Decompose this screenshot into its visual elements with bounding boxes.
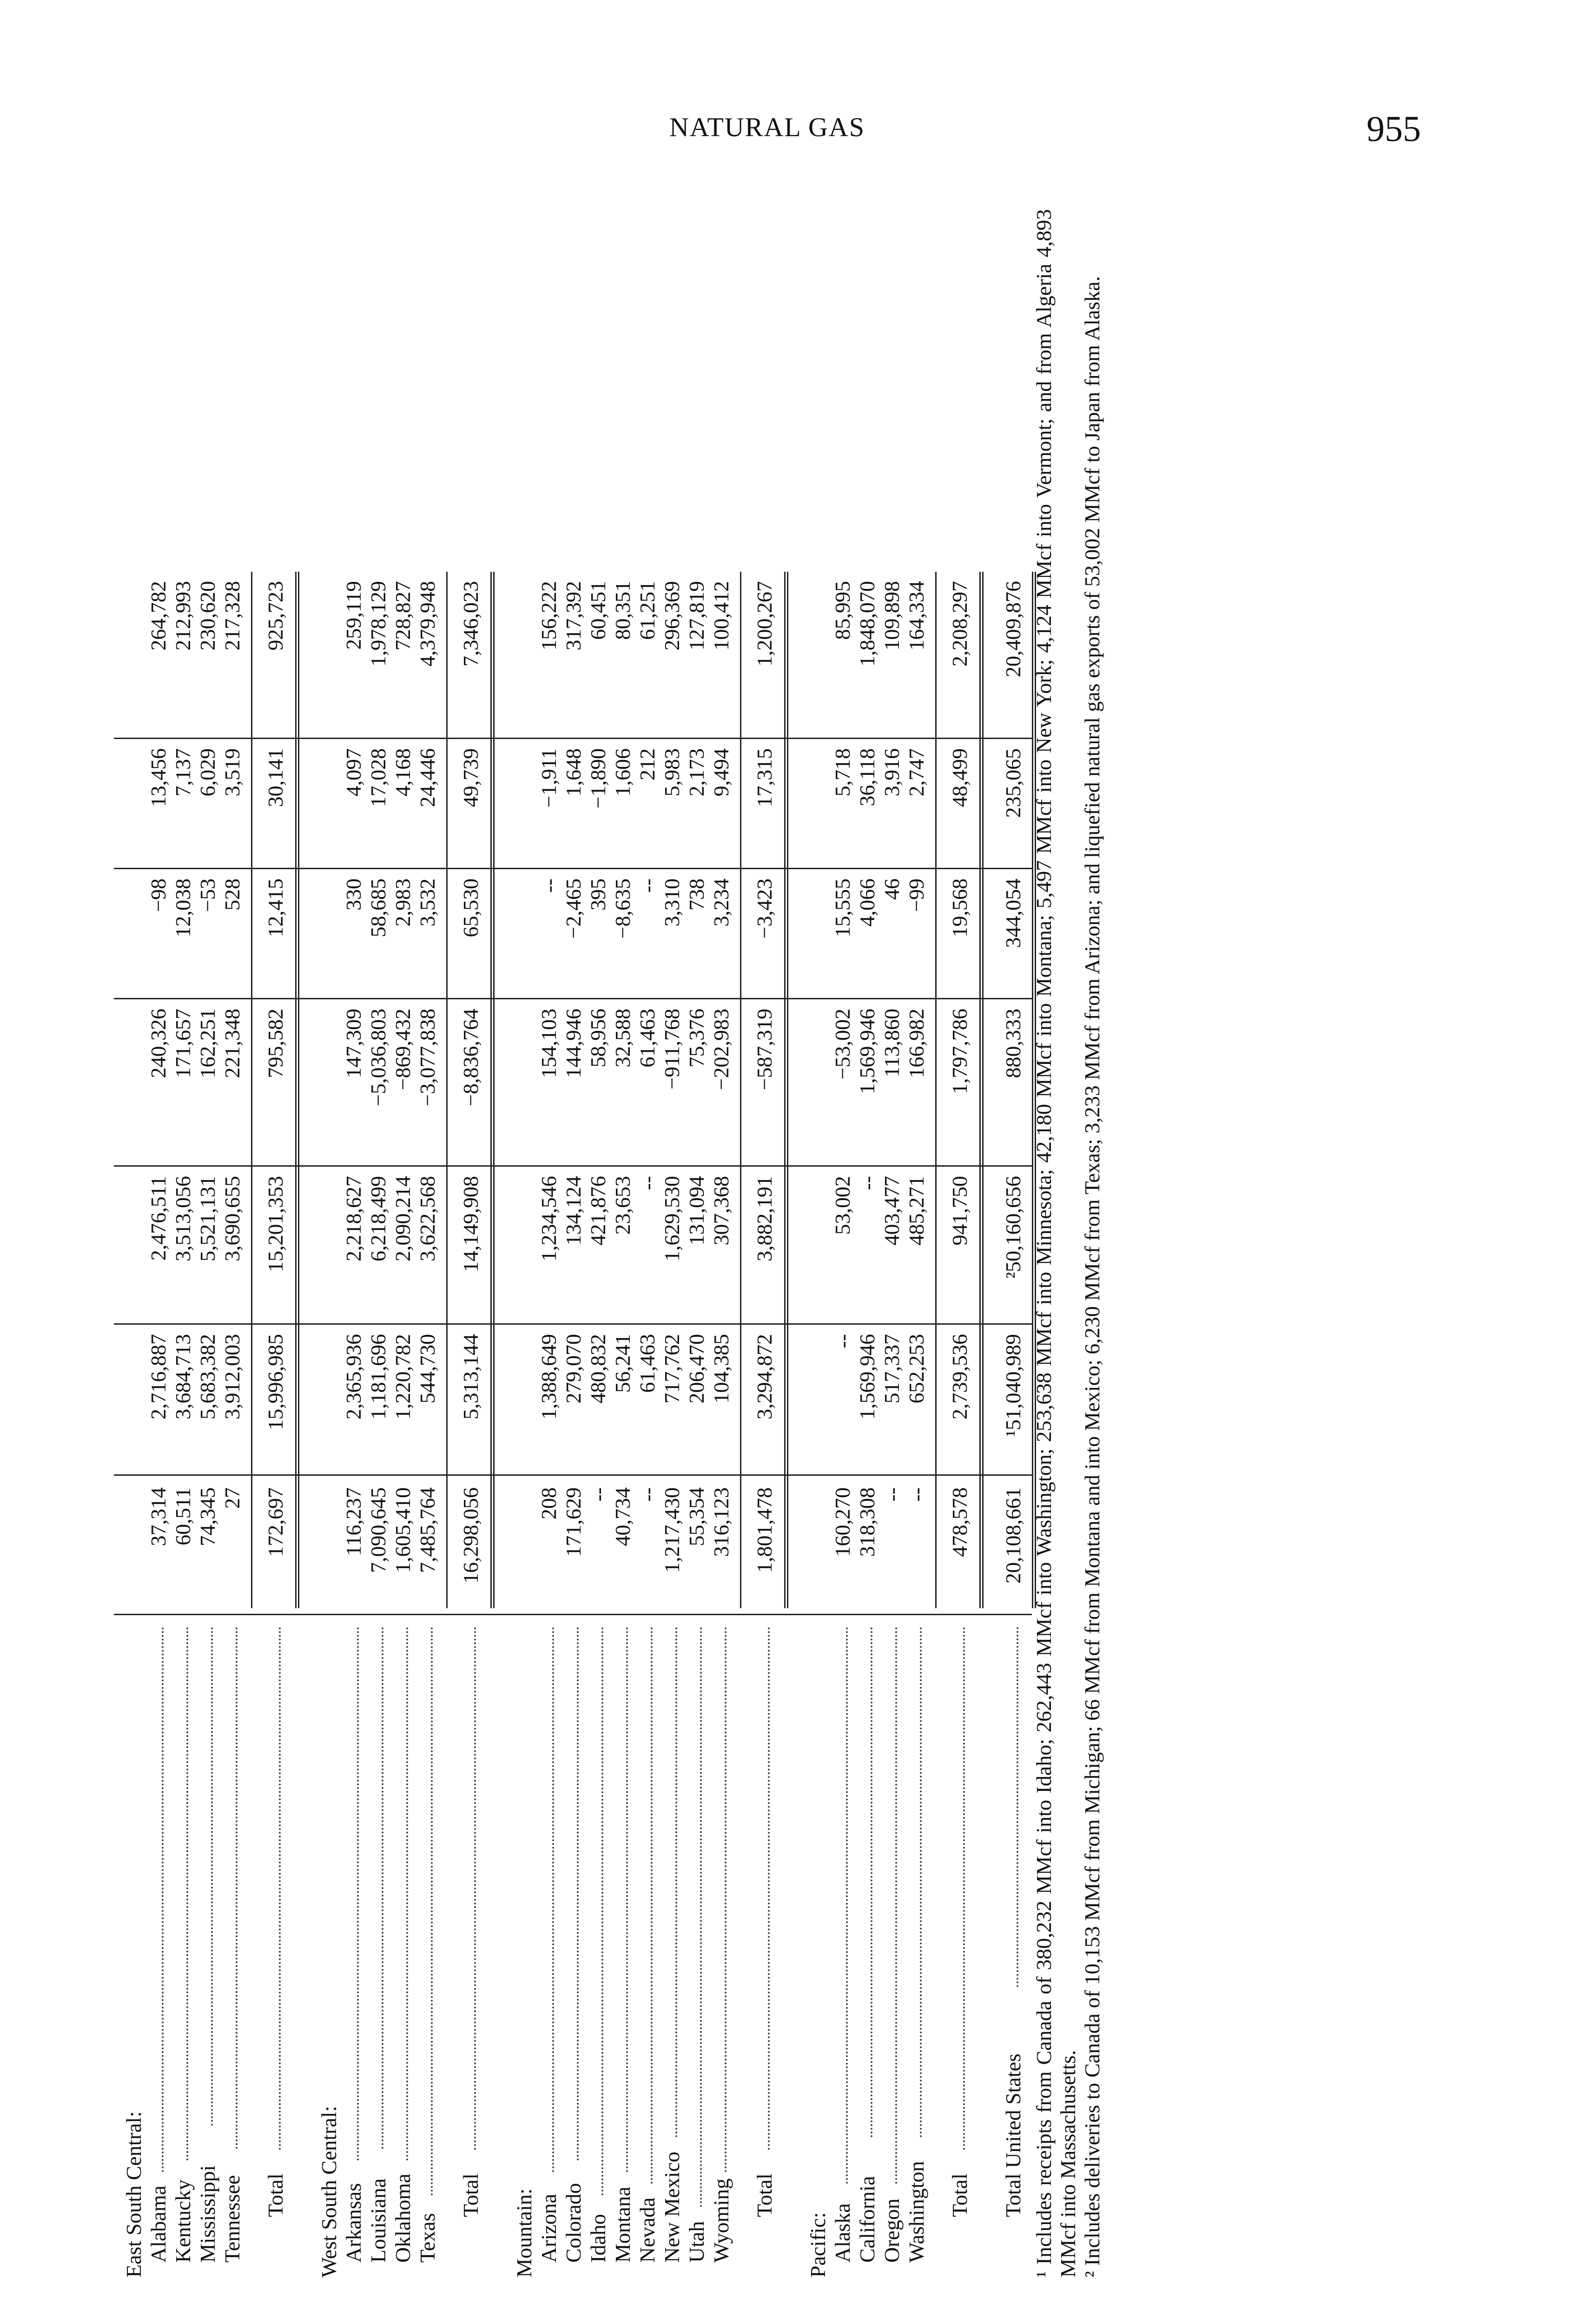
cell-value: 206,470 <box>685 1334 708 1404</box>
leader-dots <box>895 1627 897 2184</box>
state-label: Arkansas <box>342 2183 365 2263</box>
cell-value: −98 <box>146 878 170 912</box>
cell-value: 147,309 <box>342 1009 365 1078</box>
cell-value: 4,379,948 <box>416 581 439 667</box>
table-row <box>172 209 194 2278</box>
state-label: Kentucky <box>171 2179 195 2263</box>
cell-value: −911,768 <box>660 1009 684 1089</box>
cell-value: 5,983 <box>660 748 684 797</box>
cell-value: 1,569,946 <box>855 1009 879 1094</box>
cell-value: 235,065 <box>1001 748 1025 818</box>
cell-value: 795,582 <box>264 1009 287 1078</box>
column-divider <box>114 868 1032 869</box>
cell-value: −53,002 <box>831 1009 854 1080</box>
table-row <box>222 209 243 2278</box>
cell-value: 156,222 <box>537 581 561 651</box>
cell-value: 941,750 <box>948 1176 971 1246</box>
leader-dots <box>626 1627 628 2172</box>
cell-value: 20,108,661 <box>1001 1487 1025 1584</box>
cell-value: 3,912,003 <box>220 1334 244 1419</box>
cell-value: 3,532 <box>416 878 439 927</box>
cell-value: 279,070 <box>561 1334 585 1404</box>
table-rule <box>784 572 788 1608</box>
state-label: Arizona <box>537 2193 561 2263</box>
running-header: NATURAL GAS <box>669 112 865 142</box>
cell-value: 36,118 <box>855 748 879 806</box>
cell-value: 4,066 <box>855 878 879 927</box>
leader-dots <box>920 1627 922 2137</box>
cell-value: 160,270 <box>831 1487 854 1557</box>
cell-value: 240,326 <box>146 1009 170 1078</box>
state-label: California <box>855 2176 879 2263</box>
cell-value: 37,314 <box>146 1487 170 1546</box>
cell-value: 1,569,946 <box>855 1334 879 1419</box>
cell-value: 60,451 <box>586 581 610 640</box>
cell-value: −99 <box>905 878 928 912</box>
state-label: Tennessee <box>220 2175 244 2263</box>
cell-value: 478,578 <box>948 1487 971 1557</box>
table-row <box>857 209 878 2278</box>
cell-value: 55,354 <box>685 1487 708 1546</box>
cell-value: 5,718 <box>831 748 854 797</box>
cell-value: 131,094 <box>685 1176 708 1246</box>
leader-dots <box>431 1627 433 2195</box>
cell-value: 17,315 <box>753 748 776 807</box>
table-row <box>368 209 389 2278</box>
cell-value: 7,090,645 <box>366 1487 390 1573</box>
cell-value: 23,653 <box>611 1176 634 1235</box>
cell-value: 144,946 <box>561 1009 585 1078</box>
cell-value: 230,620 <box>196 581 219 651</box>
cell-value: -- <box>905 1487 928 1502</box>
leader-dots <box>601 1627 603 2195</box>
table-row <box>538 209 560 2278</box>
leader-dots <box>279 1627 281 2150</box>
region-label: East South Central: <box>122 2111 145 2278</box>
table-row <box>686 209 707 2278</box>
cell-value: −1,911 <box>537 748 561 808</box>
cell-value: 259,119 <box>342 581 365 650</box>
cell-value: 6,218,499 <box>366 1176 390 1261</box>
cell-value: 17,028 <box>366 748 390 807</box>
cell-value: 75,376 <box>685 1009 708 1068</box>
cell-value: 74,345 <box>196 1487 219 1546</box>
cell-value: -- <box>586 1487 610 1502</box>
column-divider <box>114 1165 1032 1167</box>
table-rule <box>979 572 984 1608</box>
cell-value: 61,251 <box>635 581 659 640</box>
cell-value: 403,477 <box>880 1176 904 1246</box>
total-label: Total <box>264 2173 287 2217</box>
cell-value: 61,463 <box>635 1009 659 1068</box>
cell-value: 7,485,764 <box>416 1487 439 1573</box>
state-label: Montana <box>611 2186 634 2263</box>
column-divider <box>114 1614 1032 1615</box>
cell-value: 3,622,568 <box>416 1176 439 1261</box>
cell-value: 318,308 <box>855 1487 879 1557</box>
cell-value: 104,385 <box>709 1334 733 1404</box>
cell-value: 3,882,191 <box>753 1176 776 1261</box>
cell-value: 12,415 <box>264 878 287 938</box>
cell-value: 2,365,936 <box>342 1334 365 1419</box>
cell-value: 5,313,144 <box>459 1334 482 1419</box>
state-label: New Mexico <box>660 2152 684 2263</box>
cell-value: 485,271 <box>905 1176 928 1246</box>
table-row <box>661 209 683 2278</box>
state-label: Alabama <box>146 2185 170 2263</box>
cell-value: 2,747 <box>905 748 928 797</box>
cell-value: 1,606 <box>611 748 634 797</box>
table-row <box>612 209 634 2278</box>
cell-value: 217,328 <box>220 581 244 651</box>
state-label: Nevada <box>635 2197 659 2263</box>
region-heading-row <box>514 209 535 2278</box>
table-row <box>832 209 853 2278</box>
cell-value: −53 <box>196 878 219 912</box>
cell-value: 296,369 <box>660 581 684 651</box>
cell-value: 3,684,713 <box>171 1334 195 1419</box>
leader-dots <box>162 1627 164 2172</box>
footnotes <box>1032 209 1104 2278</box>
cell-value: 27 <box>220 1487 244 1509</box>
total-label: Total <box>948 2173 971 2217</box>
cell-value: 15,201,353 <box>264 1176 287 1272</box>
cell-value: 2,208,297 <box>948 581 971 667</box>
cell-value: 1,605,410 <box>391 1487 415 1573</box>
leader-dots <box>700 1627 702 2207</box>
cell-value: −1,890 <box>586 748 610 809</box>
cell-value: 65,530 <box>459 878 482 938</box>
cell-value: 925,723 <box>264 581 287 651</box>
cell-value: 14,149,908 <box>459 1176 482 1272</box>
cell-value: 6,029 <box>196 748 219 797</box>
cell-value: 1,801,478 <box>753 1487 776 1573</box>
leader-dots <box>846 1627 848 2184</box>
page-number: 955 <box>1367 108 1421 149</box>
table-row <box>148 209 169 2278</box>
cell-value: 7,137 <box>171 748 195 797</box>
cell-value: 880,333 <box>1001 1009 1025 1078</box>
cell-value: 212 <box>635 748 659 780</box>
table-row <box>906 209 927 2278</box>
cell-value: 307,368 <box>709 1176 733 1246</box>
region-heading-row <box>807 209 829 2278</box>
column-divider <box>114 738 1032 739</box>
total-label: Total United States <box>1001 2053 1025 2217</box>
cell-value: 4,097 <box>342 748 365 797</box>
leader-dots <box>474 1627 476 2150</box>
cell-value: 80,351 <box>611 581 634 640</box>
leader-dots <box>577 1627 579 2160</box>
leader-dots <box>675 1627 677 2137</box>
cell-value: 15,555 <box>831 878 854 938</box>
table-row <box>343 209 364 2278</box>
cell-value: 517,337 <box>880 1334 904 1404</box>
leader-dots <box>552 1627 554 2172</box>
table-rule <box>490 572 495 1608</box>
cell-value: −8,635 <box>611 878 634 939</box>
cell-value: 24,446 <box>416 748 439 807</box>
cell-value: 164,334 <box>905 581 928 651</box>
cell-value: 154,103 <box>537 1009 561 1078</box>
cell-value: -- <box>635 1487 659 1502</box>
cell-value: -- <box>855 1176 879 1190</box>
cell-value: 32,588 <box>611 1009 634 1068</box>
table-row <box>711 209 732 2278</box>
cell-value: 2,716,887 <box>146 1334 170 1419</box>
cell-value: 109,898 <box>880 581 904 651</box>
state-label: Mississippi <box>196 2165 219 2263</box>
cell-value: 100,412 <box>709 581 733 651</box>
cell-value: 1,217,430 <box>660 1487 684 1573</box>
column-divider <box>114 998 1032 999</box>
table-row <box>392 209 414 2278</box>
region-label: Mountain: <box>512 2188 536 2278</box>
cell-value: 264,782 <box>146 581 170 651</box>
cell-value: 171,629 <box>561 1487 585 1557</box>
cell-value: −202,983 <box>709 1009 733 1090</box>
cell-value: 134,124 <box>561 1176 585 1246</box>
state-label: Washington <box>905 2161 928 2263</box>
cell-value: 166,982 <box>905 1009 928 1078</box>
leader-dots <box>236 1627 238 2149</box>
state-label: Oregon <box>880 2199 904 2263</box>
table-rule <box>935 572 937 1608</box>
cell-value: −587,319 <box>753 1009 776 1090</box>
cell-value: 3,519 <box>220 748 244 797</box>
cell-value: 13,456 <box>146 748 170 807</box>
cell-value: 728,827 <box>391 581 415 651</box>
cell-value: 9,494 <box>709 748 733 797</box>
cell-value: 2,218,627 <box>342 1176 365 1261</box>
cell-value: −2,465 <box>561 878 585 939</box>
cell-value: 46 <box>880 878 904 900</box>
cell-value: 544,730 <box>416 1334 439 1404</box>
cell-value: 48,499 <box>948 748 971 807</box>
cell-value: 113,860 <box>880 1009 904 1077</box>
cell-value: -- <box>831 1334 854 1348</box>
cell-value: 1,388,649 <box>537 1334 561 1419</box>
cell-value: 61,463 <box>635 1334 659 1393</box>
cell-value: 3,513,056 <box>171 1176 195 1261</box>
state-label: Colorado <box>561 2183 585 2263</box>
cell-value: −869,432 <box>391 1009 415 1090</box>
cell-value: 3,690,655 <box>220 1176 244 1261</box>
cell-value: 19,568 <box>948 878 971 938</box>
table-rule <box>251 572 252 1608</box>
cell-value: 1,629,530 <box>660 1176 684 1261</box>
cell-value: 316,123 <box>709 1487 733 1557</box>
table-row <box>588 209 609 2278</box>
cell-value: 1,648 <box>561 748 585 797</box>
cell-value: 212,993 <box>171 581 195 651</box>
cell-value: 116,237 <box>342 1487 365 1556</box>
cell-value: 1,978,129 <box>366 581 390 667</box>
cell-value: 528 <box>220 878 244 911</box>
cell-value: 53,002 <box>831 1176 854 1235</box>
cell-value: 40,734 <box>611 1487 634 1546</box>
cell-value: 330 <box>342 878 365 911</box>
leader-dots <box>382 1627 383 2149</box>
cell-value: 3,916 <box>880 748 904 797</box>
leader-dots <box>651 1627 653 2184</box>
cell-value: -- <box>537 878 561 893</box>
cell-value: −8,836,764 <box>459 1009 482 1106</box>
table-rule <box>446 572 448 1608</box>
state-label: Oklahoma <box>391 2173 415 2263</box>
cell-value: 7,346,023 <box>459 581 482 667</box>
leader-dots <box>768 1627 770 2150</box>
total-row <box>460 209 482 2278</box>
cell-value: 58,956 <box>586 1009 610 1068</box>
total-label: Total <box>753 2173 776 2217</box>
cell-value: 1,234,546 <box>537 1176 561 1261</box>
total-row <box>949 209 971 2278</box>
cell-value: 395 <box>586 878 610 911</box>
cell-value: 127,819 <box>685 581 708 651</box>
state-label: Alaska <box>831 2203 854 2263</box>
total-row <box>754 209 775 2278</box>
table-row <box>637 209 658 2278</box>
state-label: Wyoming <box>709 2178 733 2263</box>
cell-value: 1,200,267 <box>753 581 776 667</box>
cell-value: 5,521,131 <box>196 1176 219 1261</box>
state-label: Utah <box>685 2221 708 2263</box>
leader-dots <box>871 1627 872 2137</box>
cell-value: -- <box>635 1176 659 1190</box>
cell-value: 208 <box>537 1487 561 1519</box>
region-label: West South Central: <box>317 2106 341 2278</box>
cell-value: 56,241 <box>611 1334 634 1393</box>
total-row <box>1003 209 1024 2278</box>
cell-value: 3,234 <box>709 878 733 927</box>
cell-value: 85,995 <box>831 581 854 640</box>
cell-value: 172,697 <box>264 1487 287 1557</box>
state-label: Idaho <box>586 2214 610 2263</box>
cell-value: 171,657 <box>171 1009 195 1078</box>
cell-value: 16,298,056 <box>459 1487 482 1584</box>
cell-value: 2,476,511 <box>146 1176 170 1261</box>
cell-value: 421,876 <box>586 1176 610 1246</box>
table-row <box>563 209 584 2278</box>
cell-value: −5,036,803 <box>366 1009 390 1106</box>
leader-dots <box>357 1627 359 2160</box>
cell-value: 2,739,536 <box>948 1334 971 1419</box>
cell-value: 162,251 <box>196 1009 219 1078</box>
cell-value: ¹51,040,989 <box>1001 1334 1025 1437</box>
cell-value: 4,168 <box>391 748 415 797</box>
cell-value: 3,310 <box>660 878 684 927</box>
cell-value: 652,253 <box>905 1334 928 1404</box>
table-rule <box>295 572 299 1608</box>
cell-value: 1,220,782 <box>391 1334 415 1419</box>
cell-value: 1,181,696 <box>366 1334 390 1419</box>
leader-dots <box>725 1627 726 2172</box>
cell-value: 2,173 <box>685 748 708 797</box>
footnote-1: ¹ Includes receipts from Canada of 380,232 MMcf into Idaho; 262,443 MMcf into Washington; 253,638 MMcf into Minnesota; 42,180 MMcf into Montana; 5,497 MMcf into New York; 4,124 MMcf into Vermont; and from Algeria 4,893 MMcf into Massachusetts. <box>1032 209 1080 2278</box>
total-label: Total <box>459 2173 482 2217</box>
table-row <box>197 209 218 2278</box>
table-row <box>417 209 438 2278</box>
cell-value: 317,392 <box>561 581 585 651</box>
cell-value: 5,683,382 <box>196 1334 219 1419</box>
cell-value: 60,511 <box>171 1487 195 1545</box>
cell-value: −3,077,838 <box>416 1009 439 1106</box>
cell-value: 738 <box>685 878 708 911</box>
cell-value: 480,832 <box>586 1334 610 1404</box>
table-rule <box>740 572 741 1608</box>
footnote-2: ² Includes deliveries to Canada of 10,153 MMcf from Michigan; 66 MMcf from Montana and into Mexico; 6,230 MMcf from Texas; 3,233 MMcf from Arizona; and liquefied natural gas exports of 53,002 MMcf to Japan from Alaska. <box>1080 276 1104 2278</box>
total-row <box>265 209 286 2278</box>
region-label: Pacific: <box>806 2212 830 2278</box>
column-divider <box>114 1474 1032 1476</box>
leader-dots <box>963 1627 965 2150</box>
cell-value: 344,054 <box>1001 878 1025 948</box>
leader-dots <box>406 1627 408 2160</box>
leader-dots <box>1017 1627 1018 1987</box>
region-heading-row <box>123 209 145 2278</box>
cell-value: 15,996,985 <box>264 1334 287 1430</box>
cell-value: 12,038 <box>171 878 195 938</box>
cell-value: -- <box>880 1487 904 1502</box>
cell-value: -- <box>635 878 659 893</box>
leader-dots <box>186 1627 188 2160</box>
cell-value: 717,762 <box>660 1334 684 1404</box>
cell-value: 49,739 <box>459 748 482 807</box>
cell-value: 2,983 <box>391 878 415 927</box>
leader-dots <box>211 1627 213 2126</box>
cell-value: 1,797,786 <box>948 1009 971 1094</box>
cell-value: 3,294,872 <box>753 1334 776 1419</box>
state-label: Texas <box>416 2213 439 2263</box>
cell-value: 1,848,070 <box>855 581 879 667</box>
cell-value: 20,409,876 <box>1001 581 1025 677</box>
cell-value: 58,685 <box>366 878 390 938</box>
cell-value: −3,423 <box>753 878 776 939</box>
region-heading-row <box>318 209 340 2278</box>
rotated-table-region <box>114 209 1127 2278</box>
cell-value: 30,141 <box>264 748 287 807</box>
state-label: Louisiana <box>366 2178 390 2263</box>
cell-value: ²50,160,656 <box>1001 1176 1025 1279</box>
cell-value: 2,090,214 <box>391 1176 415 1261</box>
column-divider <box>114 1323 1032 1325</box>
cell-value: 221,348 <box>220 1009 244 1078</box>
table-row <box>881 209 903 2278</box>
